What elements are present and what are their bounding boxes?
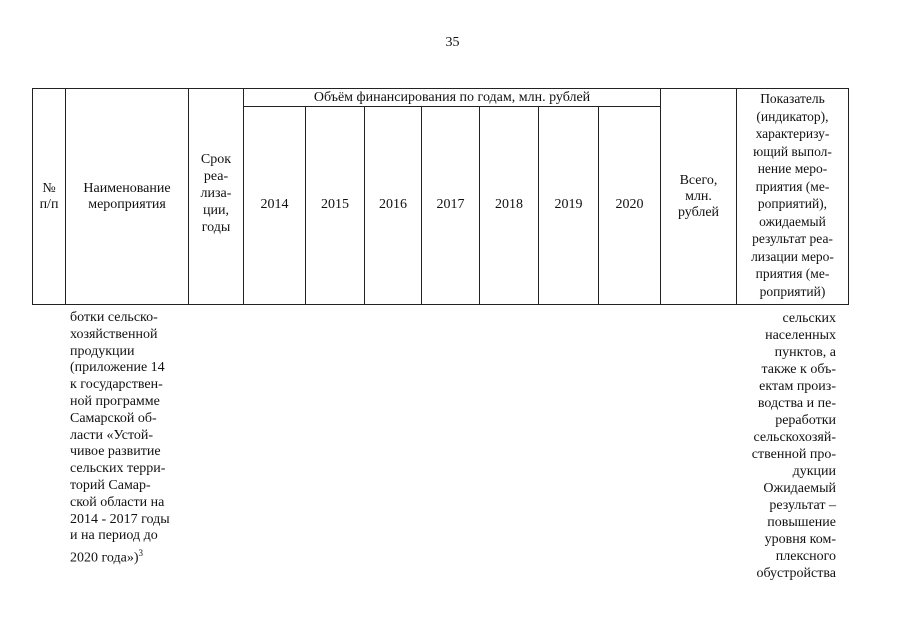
row-name-content: ботки сельско- хозяйственной продукции (приложение 14 к государствен- ной программе Самарской об- ласти «Устой- чивое развитие сельских терри- торий Самар- ской области на 2014 - 2017 годы и на период до 2020 года») — [70, 310, 170, 566]
header-name: Наименование мероприятия — [83, 181, 171, 212]
header-year-2020: 2020 — [615, 197, 644, 212]
col-border-right — [848, 88, 849, 305]
header-year-2014: 2014 — [260, 197, 289, 212]
header-num: № п/п — [39, 181, 59, 212]
page-number: 35 — [445, 35, 460, 50]
row-indicator-text: сельских населенных пунктов, а также к объ- ектам произ- водства и пе- реработки сельскохозяй- ственной про- дукции Ожидаемый результат – повышение уровня ком- плексного обустройства — [751, 311, 836, 581]
header-year-2015: 2015 — [321, 197, 349, 212]
header-bottom-border — [32, 304, 848, 305]
table-top-border — [32, 88, 848, 89]
header-year-2017: 2017 — [436, 197, 465, 212]
header-term: Срок реа- лиза- ции, годы — [200, 152, 232, 235]
header-funding-group: Объём финансирования по годам, млн. рублей — [313, 90, 591, 105]
header-year-2019: 2019 — [554, 197, 583, 212]
header-year-2018: 2018 — [495, 197, 523, 212]
row-name-footnote-ref: 3 — [138, 548, 143, 559]
header-year-2016: 2016 — [379, 197, 407, 212]
header-total: Всего, млн. рублей — [677, 173, 720, 220]
row-name-text — [70, 310, 190, 568]
header-indicator: Показатель (индикатор), характеризу- ющий выпол- нение меро- приятия (ме- роприятий), ожидаемый результат реа- лизации меро- приятия (ме- роприятий) — [751, 91, 834, 299]
